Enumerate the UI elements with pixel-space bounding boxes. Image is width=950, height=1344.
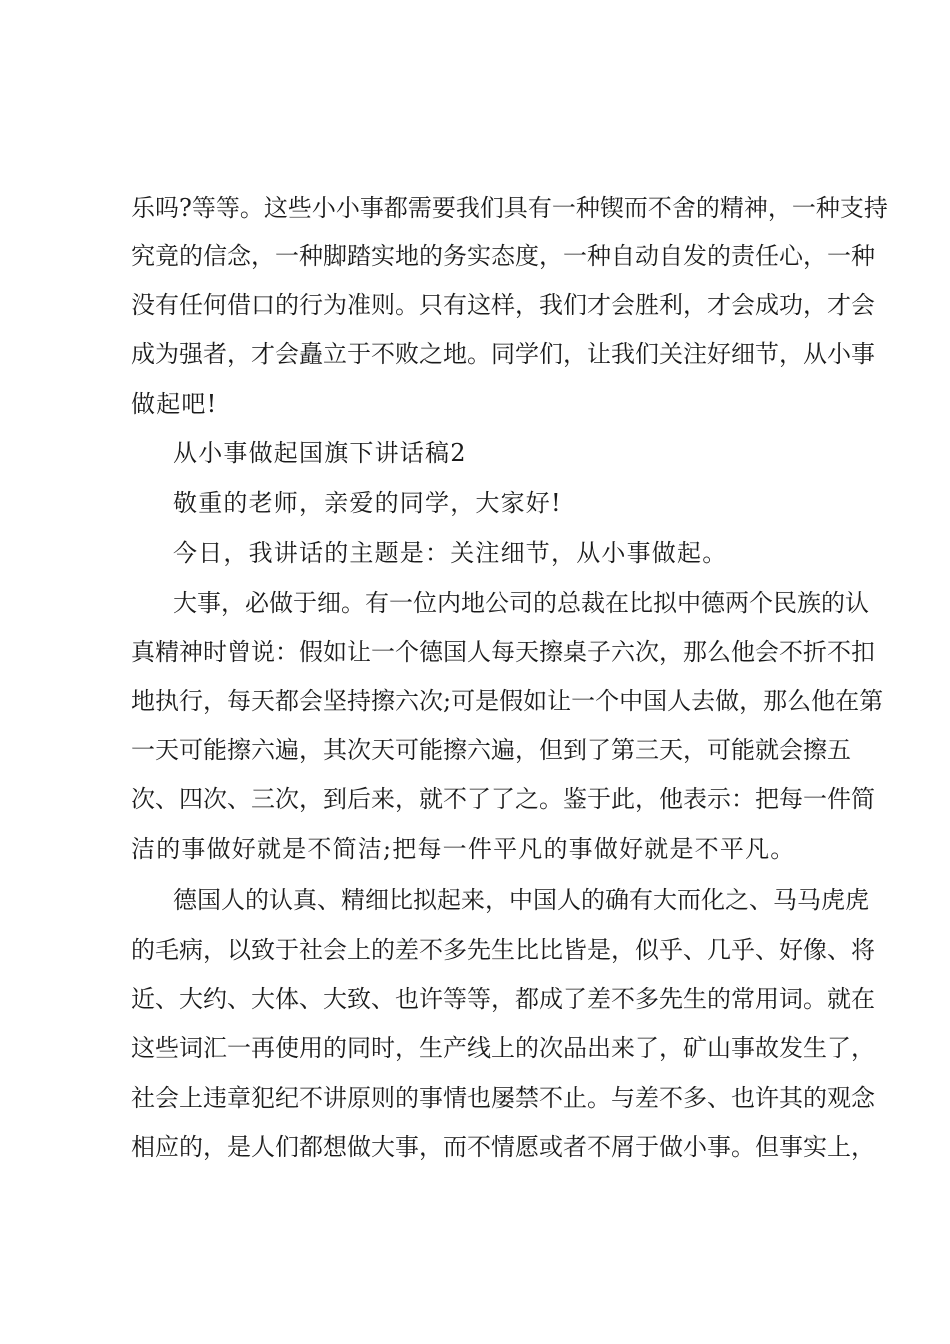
- paragraph-line: 地执行，每天都会坚持擦六次;可是假如让一个中国人去做，那么他在第: [131, 687, 884, 715]
- paragraph-line: 大事，必做于细。有一位内地公司的总裁在比拟中德两个民族的认: [173, 589, 869, 617]
- paragraph-line: 相应的，是人们都想做大事，而不情愿或者不屑于做小事。但事实上，: [131, 1133, 875, 1161]
- paragraph-line: 社会上违章犯纪不讲原则的事情也屡禁不止。与差不多、也许其的观念: [131, 1084, 875, 1112]
- paragraph-line: 乐吗?等等。这些小小事都需要我们具有一种锲而不舍的精神，一种支持: [131, 194, 888, 222]
- section-heading: 从小事做起国旗下讲话稿2: [173, 439, 467, 467]
- paragraph-line: 究竟的信念，一种脚踏实地的务实态度，一种自动自发的责任心，一种: [131, 242, 875, 270]
- paragraph-line: 德国人的认真、精细比拟起来，中国人的确有大而化之、马马虎虎: [173, 886, 869, 914]
- greeting-line: 敬重的老师，亲爱的同学，大家好!: [173, 489, 562, 517]
- paragraph-line: 一天可能擦六遍，其次天可能擦六遍，但到了第三天，可能就会擦五: [131, 736, 851, 764]
- paragraph-line: 洁的事做好就是不简洁;把每一件平凡的事做好就是不平凡。: [131, 835, 796, 863]
- paragraph-line: 做起吧!: [131, 390, 218, 418]
- paragraph-line: 次、四次、三次，到后来，就不了了之。鉴于此，他表示：把每一件简: [131, 785, 875, 813]
- paragraph-line: 真精神时曾说：假如让一个德国人每天擦桌子六次，那么他会不折不扣: [131, 638, 875, 666]
- paragraph-line: 没有任何借口的行为准则。只有这样，我们才会胜利，才会成功，才会: [131, 291, 875, 319]
- paragraph-line: 这些词汇一再使用的同时，生产线上的次品出来了，矿山事故发生了，: [131, 1034, 875, 1062]
- paragraph-line: 的毛病，以致于社会上的差不多先生比比皆是，似乎、几乎、好像、将: [131, 936, 875, 964]
- paragraph-line: 成为强者，才会矗立于不败之地。同学们，让我们关注好细节，从小事: [131, 340, 875, 368]
- topic-line: 今日，我讲话的主题是：关注细节，从小事做起。: [173, 539, 728, 567]
- paragraph-line: 近、大约、大体、大致、也许等等，都成了差不多先生的常用词。就在: [131, 985, 875, 1013]
